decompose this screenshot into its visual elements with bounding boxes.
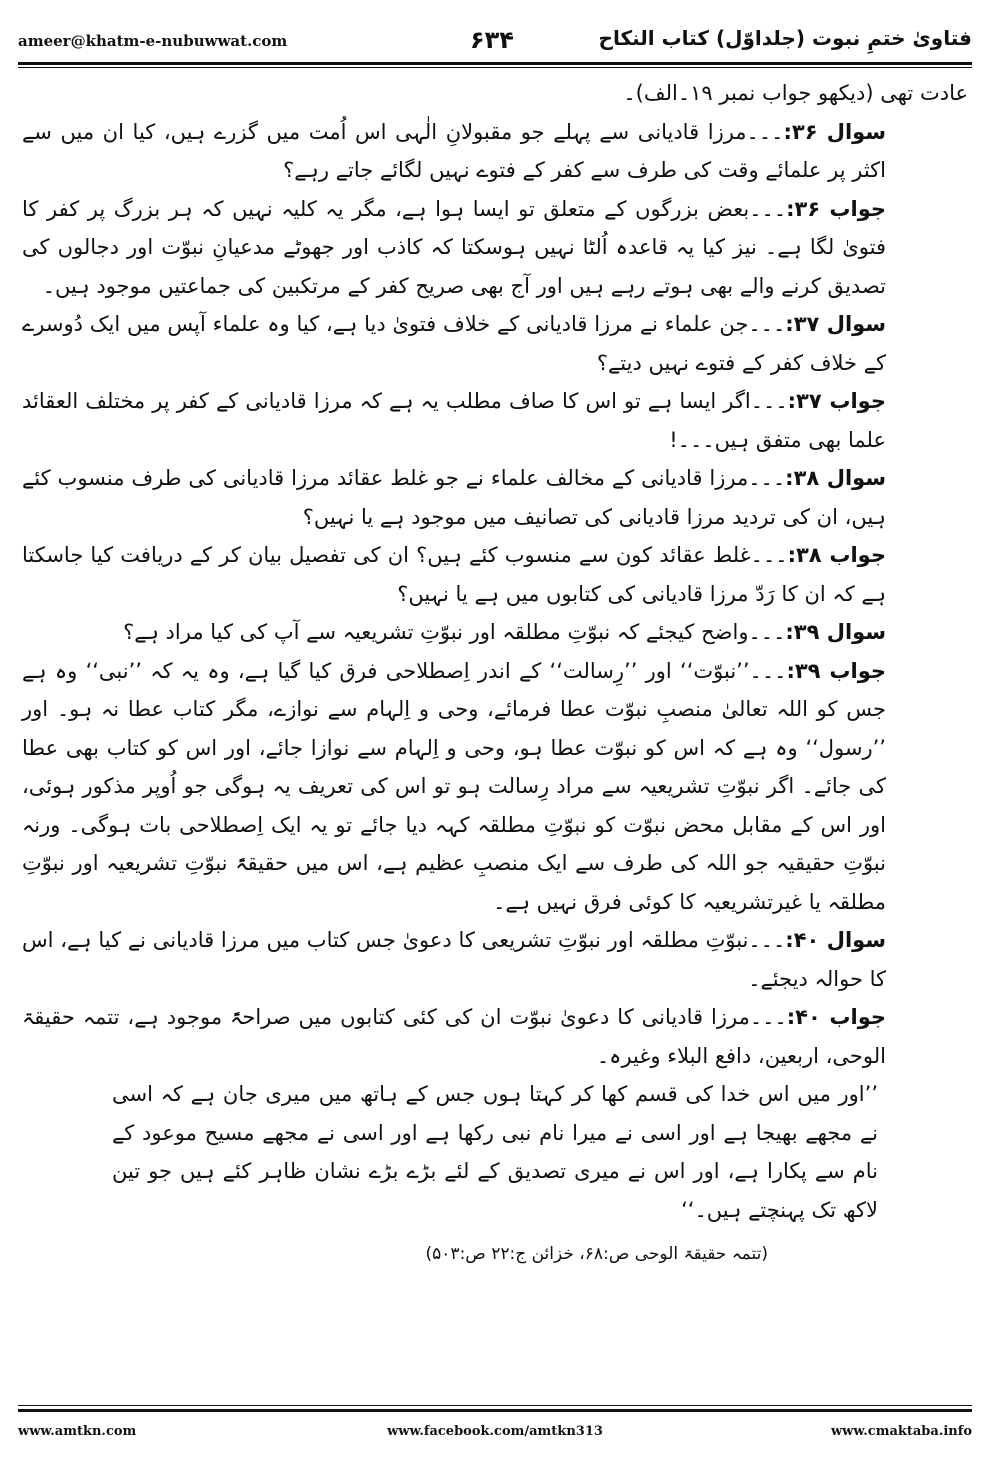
paragraph-text: ۔۔۔نبوّتِ مطلقہ اور نبوّتِ تشریعی کا دعویٰ جس کتاب میں مرزا قادیانی نے کیا ہے، اس کا حوالہ دیجئے۔ — [22, 928, 886, 991]
footer-rule-thick — [18, 1409, 972, 1412]
qa-paragraph — [22, 382, 968, 459]
paragraph-text: ۔۔۔غلط عقائد کون سے منسوب کئے ہیں؟ ان کی تفصیل بیان کر کے دریافت کیا جاسکتا ہے کہ ان کا رَدّ مرزا قادیانی کی کتابوں میں ہے یا نہیں؟ — [22, 543, 886, 606]
footer-rule-thin — [18, 1405, 972, 1406]
page-footer — [18, 1420, 972, 1444]
question-answer-label: سوال ۳۷: — [785, 312, 886, 336]
qa-paragraph — [22, 613, 968, 652]
qa-paragraph — [22, 305, 968, 382]
question-answer-label: سوال ۳۶: — [783, 119, 886, 144]
question-answer-label: سوال ۳۹: — [785, 620, 886, 644]
qa-paragraph — [22, 998, 968, 1075]
qa-paragraph — [22, 652, 968, 922]
paragraph-text: ۔۔۔اگر ایسا ہے تو اس کا صاف مطلب یہ ہے کہ مرزا قادیانی کے کفر پر مختلف العقائد علما بھی متفق ہیں۔۔۔! — [22, 389, 886, 452]
book-title: فتاویٰ ختمِ نبوت (جلداوّل) کتاب النکاح — [598, 26, 972, 50]
paragraph-text: ۔۔۔مرزا قادیانی کے مخالف علماء نے جو غلط عقائد مرزا قادیانی کی طرف منسوب کئے ہیں، ان کی تردید مرزا قادیانی کی تصانیف میں موجود ہے یا نہیں؟ — [22, 466, 886, 529]
question-answer-label: جواب ۳۷: — [787, 389, 886, 413]
question-answer-label: جواب ۴۰: — [786, 1005, 887, 1029]
question-answer-label: سوال ۴۰: — [785, 928, 886, 952]
citation: (تتمہ حقیقۃ الوحی ص:۶۸، خزائن ج:۲۲ ص:۵۰۳) — [425, 1244, 768, 1264]
header-email: ameer@khatm-e-nubuwwat.com — [18, 32, 288, 50]
quotation: ’’اور میں اس خدا کی قسم کھا کر کہتا ہوں جس کے ہاتھ میں میری جان ہے کہ اسی نے مجھے بھیجا ہے اور اسی نے میرا نام نبی رکھا ہے اور اسی نے مجھے مسیح موعود کے نام سے پکارا ہے، اور اس نے میری تصدیق کے لئے بڑے بڑے نشان ظاہر کئے ہیں جو تین لاکھ تک پہنچتے ہیں۔‘‘ — [112, 1082, 878, 1222]
qa-paragraph — [22, 190, 968, 306]
header-rule-thin — [18, 67, 972, 68]
question-answer-label: جواب ۳۹: — [786, 658, 886, 683]
question-answer-label: سوال ۳۸: — [785, 466, 886, 490]
qa-paragraph — [22, 459, 968, 536]
qa-paragraph — [22, 921, 968, 998]
page-body — [22, 74, 968, 1274]
question-answer-label: جواب ۳۸: — [787, 543, 886, 567]
page-number: ۶۳۴ — [470, 26, 514, 54]
footer-link-right[interactable]: www.cmaktaba.info — [830, 1424, 972, 1439]
footer-link-center[interactable]: www.facebook.com/amtkn313 — [387, 1424, 603, 1439]
paragraph-text: ۔۔۔بعض بزرگوں کے متعلق تو ایسا ہوا ہے، مگر یہ کلیہ نہیں کہ ہر بزرگ پر کفر کا فتویٰ لگا ہے۔ نیز کیا یہ قاعدہ اُلٹا نہیں ہوسکتا کہ کاذب اور جھوٹے مدعیانِ نبوّت اور دجالوں کی تصدیق کرنے والے بھی ہوتے رہے ہیں اور آج بھی صریح کفر کے مرتکبین کی جماعتیں موجود ہیں۔ — [22, 196, 886, 298]
header-rule-thick — [18, 62, 972, 65]
footer-link-left[interactable]: www.amtkn.com — [18, 1424, 137, 1439]
paragraph-text: ۔۔۔’’نبوّت‘‘ اور ’’رِسالت‘‘ کے اندر اِصطلاحی فرق کیا گیا ہے، وہ یہ کہ ’’نبی‘‘ وہ ہے جس کو اللہ تعالیٰ منصبِ نبوّت عطا فرمائے، وحی و اِلہام سے نوازے، مگر کتاب عطا نہ ہو۔ اور ’’رسول‘‘ وہ ہے کہ اس کو نبوّت عطا ہو، وحی و اِلہام سے نوازا جائے، اور اس کو کتاب بھی عطا کی جائے۔ اگر نبوّتِ تشریعیہ سے مراد رِسالت ہو تو اس کی تعریف یہ ہوگی جو اُوپر مذکور ہوئی، اور اس کے مقابل محض نبوّت کو نبوّتِ مطلقہ کہہ دیا جائے تو یہ ایک اِصطلاحی بات ہوگی۔ ورنہ نبوّتِ حقیقیہ جو اللہ کی طرف سے ایک منصبِ عظیم ہے، اس میں حقیقۃً نبوّتِ تشریعیہ اور نبوّتِ مطلقہ یا غیرتشریعیہ کا کوئی فرق نہیں ہے۔ — [22, 658, 886, 914]
qa-paragraph — [22, 113, 968, 190]
page-header — [18, 26, 972, 60]
paragraph-text: عادت تھی (دیکھو جواب نمبر ۱۹۔الف)۔ — [623, 81, 968, 105]
paragraph-text: ۔۔۔مرزا قادیانی سے پہلے جو مقبولانِ الٰہی اس اُمت میں گزرے ہیں، کیا ان میں سے اکثر پر علمائے وقت کی طرف سے کفر کے فتوے نہیں لگائے جاتے رہے؟ — [22, 119, 886, 182]
question-answer-label: جواب ۳۶: — [786, 196, 887, 221]
paragraph-text: ۔۔۔مرزا قادیانی کا دعویٰ نبوّت ان کی کئی کتابوں میں صراحۃً موجود ہے، تتمہ حقیقۃ الوحی، اربعین، دافع البلاء وغیرہ۔ — [22, 1005, 886, 1068]
paragraph-text: ۔۔۔جن علماء نے مرزا قادیانی کے خلاف فتویٰ دیا ہے، کیا وہ علماء آپس میں ایک دُوسرے کے خلاف کفر کے فتوے نہیں دیتے؟ — [22, 312, 886, 375]
qa-paragraph — [22, 536, 968, 613]
paragraph-text: ۔۔۔واضح کیجئے کہ نبوّتِ مطلقہ اور نبوّتِ تشریعیہ سے آپ کی کیا مراد ہے؟ — [123, 620, 786, 644]
